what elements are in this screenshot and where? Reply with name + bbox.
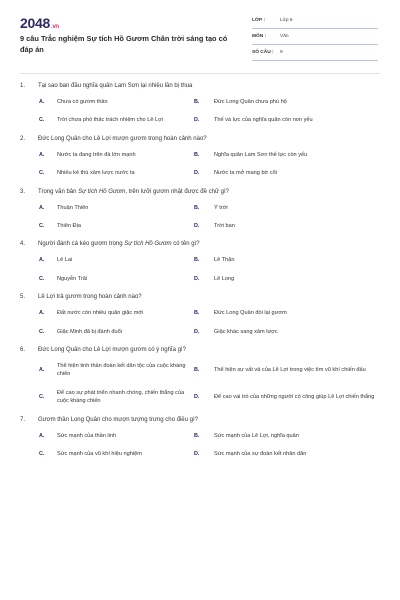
option-text: Nước ta mở mang bờ cõi <box>214 170 277 177</box>
question-number: 1. <box>20 83 26 89</box>
question-text <box>38 82 192 91</box>
answer-option[interactable] <box>20 389 194 406</box>
question-number: 3. <box>20 188 26 195</box>
option-text: Trời ban <box>214 223 235 230</box>
meta-row-subject <box>252 29 378 45</box>
option-letter: C. <box>39 328 45 335</box>
question-item <box>20 135 380 178</box>
meta-panel <box>252 13 378 61</box>
option-text: Đức Long Quân chưa phù hộ <box>214 99 287 105</box>
answer-option[interactable] <box>194 116 380 124</box>
answer-option[interactable] <box>20 450 194 458</box>
answer-option[interactable] <box>194 169 380 177</box>
question-text <box>38 346 186 355</box>
option-text: Ý trời <box>214 204 228 211</box>
question-number: 5. <box>20 294 26 301</box>
option-letter: C. <box>39 117 45 124</box>
question-item <box>20 188 380 231</box>
option-text: Giặc Minh đã bị đánh đuổi <box>57 328 122 335</box>
option-text: Nhiều kẻ thù xâm lược nước ta <box>57 170 135 177</box>
option-letter: D. <box>194 328 200 335</box>
option-letter: C. <box>39 394 45 401</box>
option-text: Để cao vai trò của những người có công giúp Lê Lợi chiến thắng <box>214 394 375 401</box>
answer-option[interactable] <box>194 222 380 230</box>
option-text: Sức mạnh của Lê Lợi, nghĩa quân <box>214 432 299 439</box>
question-text-italic: Sự tích Hồ Gươm <box>124 241 172 248</box>
meta-row-class <box>252 13 378 29</box>
option-text: Giặc khác sang xâm lược <box>214 328 278 335</box>
answer-option[interactable] <box>20 256 194 264</box>
option-letter: D. <box>194 170 200 177</box>
question-text-part: Tại sao ban đầu nghĩa quân Lam Sơn lại nhiều lần bị thua <box>38 83 193 89</box>
answer-option[interactable] <box>20 222 194 230</box>
answer-options <box>20 256 380 283</box>
meta-value: Văn <box>280 34 289 39</box>
logo-main: 2048 <box>20 15 50 31</box>
answer-option[interactable] <box>20 169 194 177</box>
option-text: Nguyễn Trãi <box>57 275 88 282</box>
option-text: Nghĩa quân Lam Sơn thế lực còn yếu <box>214 151 308 158</box>
meta-value: 9 <box>280 50 283 55</box>
option-letter: B. <box>194 367 200 374</box>
answer-option[interactable] <box>20 151 194 159</box>
answer-options <box>20 309 380 336</box>
question-item <box>20 416 380 459</box>
answer-option[interactable] <box>194 275 380 283</box>
answer-option[interactable] <box>194 98 380 106</box>
answer-option[interactable] <box>20 328 194 336</box>
question-stem <box>20 416 380 425</box>
question-list <box>20 82 380 469</box>
answer-option[interactable] <box>194 328 380 336</box>
option-text: Để cao sự phát triển nhanh chóng, chiến thắng của cuộc kháng chiến <box>57 389 185 405</box>
question-text-part: Gươm thần Long Quân cho mượn tượng trưng cho điều gì? <box>38 416 198 423</box>
option-text: Sức mạnh của thần linh <box>57 432 117 439</box>
option-text: Sức mạnh của vũ khí hiệu nghiệm <box>57 451 142 458</box>
option-letter: C. <box>39 451 45 458</box>
option-letter: C. <box>39 170 45 177</box>
header-divider <box>20 73 380 74</box>
question-item <box>20 346 380 406</box>
option-letter: C. <box>39 223 45 230</box>
option-text: Thuận Thiên <box>57 204 89 211</box>
question-item <box>20 240 380 283</box>
question-stem <box>20 240 380 249</box>
option-letter: D. <box>194 117 200 124</box>
question-stem <box>20 188 380 197</box>
option-letter: D. <box>194 275 200 282</box>
question-text <box>38 240 200 249</box>
question-text-part: có tên gì? <box>171 241 200 248</box>
question-text-part: Đức Long Quân cho Lê Lợi mượn gươm có ý nghĩa gì? <box>38 347 186 354</box>
question-text <box>38 293 142 302</box>
option-letter: B. <box>194 432 200 439</box>
question-text-part: Đức Long Quân cho Lê Lợi mượn gươm trong hoàn cảnh nào? <box>38 135 207 142</box>
answer-option[interactable] <box>194 450 380 458</box>
question-text-italic: Sự tích Hồ Gươm <box>78 188 126 195</box>
option-text: Chưa có gươm thần <box>57 99 108 105</box>
option-text: Đất nước còn nhiều quân giặc mới <box>57 310 144 317</box>
meta-row-count <box>252 45 378 61</box>
option-letter: A. <box>39 99 45 105</box>
question-text-part: , trên lưỡi gươm nhặt được đề chữ gì? <box>125 188 229 195</box>
option-letter: A. <box>39 310 45 317</box>
option-letter: D. <box>194 223 200 230</box>
option-letter: B. <box>194 151 200 158</box>
option-text: Thế và lực của nghĩa quân còn non yếu <box>214 117 313 124</box>
answer-option[interactable] <box>20 204 194 212</box>
question-text <box>38 188 229 197</box>
answer-options <box>20 204 380 231</box>
answer-options <box>20 151 380 178</box>
option-text: Thể hiện sự vất vả của Lê Lợi trong việc tìm vũ khí chiến đấu <box>214 367 366 374</box>
option-text: Lê Long <box>214 275 235 282</box>
answer-option[interactable] <box>194 432 380 440</box>
answer-option[interactable] <box>194 256 380 264</box>
option-text: Thể hiện tinh thần đoàn kết dân tộc của cuộc kháng chiến <box>57 363 186 378</box>
question-number: 7. <box>20 416 26 423</box>
answer-option[interactable] <box>20 116 194 124</box>
question-text-part: Trong văn bản <box>38 188 79 195</box>
document-header <box>0 0 400 66</box>
question-stem <box>20 82 380 91</box>
answer-option[interactable] <box>20 98 194 106</box>
option-text: Thiên Địa <box>57 223 81 230</box>
site-logo[interactable] <box>20 15 59 31</box>
option-text: Đức Long Quân đòi lại gươm <box>214 310 287 317</box>
answer-option[interactable] <box>20 275 194 283</box>
question-text-part: Lê Lợi trả gươm trong hoàn cảnh nào? <box>38 294 142 301</box>
question-stem <box>20 135 380 144</box>
meta-key: MÔN : <box>252 34 267 39</box>
option-letter: A. <box>39 257 45 264</box>
question-text <box>38 135 207 144</box>
option-letter: B. <box>194 310 200 317</box>
question-number: 2. <box>20 135 26 142</box>
option-letter: A. <box>39 367 45 374</box>
meta-value: Lớp 6 <box>280 18 293 23</box>
question-number: 6. <box>20 347 26 354</box>
answer-option[interactable] <box>194 362 380 379</box>
option-letter: B. <box>194 204 200 211</box>
option-letter: B. <box>194 99 200 105</box>
question-text-part: Người đánh cá kéo gươm trong <box>38 241 125 248</box>
option-letter: D. <box>194 451 200 458</box>
answer-option[interactable] <box>20 309 194 317</box>
answer-options <box>20 362 380 406</box>
answer-option[interactable] <box>194 309 380 317</box>
option-letter: A. <box>39 151 45 158</box>
meta-key: LỚP : <box>252 18 266 23</box>
answer-option[interactable] <box>20 432 194 440</box>
answer-option[interactable] <box>194 204 380 212</box>
question-stem <box>20 293 380 302</box>
logo-suffix: .vn <box>50 24 59 30</box>
question-text <box>38 416 198 425</box>
answer-option[interactable] <box>194 151 380 159</box>
question-stem <box>20 346 380 355</box>
option-letter: A. <box>39 204 45 211</box>
option-letter: B. <box>194 257 200 264</box>
answer-option[interactable] <box>194 389 380 406</box>
option-text: Trời chưa phó thác trách nhiệm cho Lê Lợi <box>57 117 164 124</box>
question-number: 4. <box>20 241 26 248</box>
option-text: Nước ta đang trên đà lớn mạnh <box>57 151 136 158</box>
answer-option[interactable] <box>20 362 194 379</box>
question-item <box>20 293 380 336</box>
document-title: 9 câu Trắc nghiệm Sự tích Hồ Gươm Chân trời sáng tạo có đáp án <box>20 34 228 54</box>
option-letter: C. <box>39 275 45 282</box>
question-item <box>20 82 380 125</box>
answer-options <box>20 98 380 125</box>
option-text: Sức mạnh của sự đoàn kết nhân dân <box>214 451 307 458</box>
option-letter: A. <box>39 432 45 439</box>
meta-key: SỐ CÂU : <box>252 50 274 55</box>
option-letter: D. <box>194 394 200 401</box>
option-text: Lê Thận <box>214 257 235 264</box>
answer-options <box>20 432 380 459</box>
option-text: Lê Lai <box>57 257 73 264</box>
